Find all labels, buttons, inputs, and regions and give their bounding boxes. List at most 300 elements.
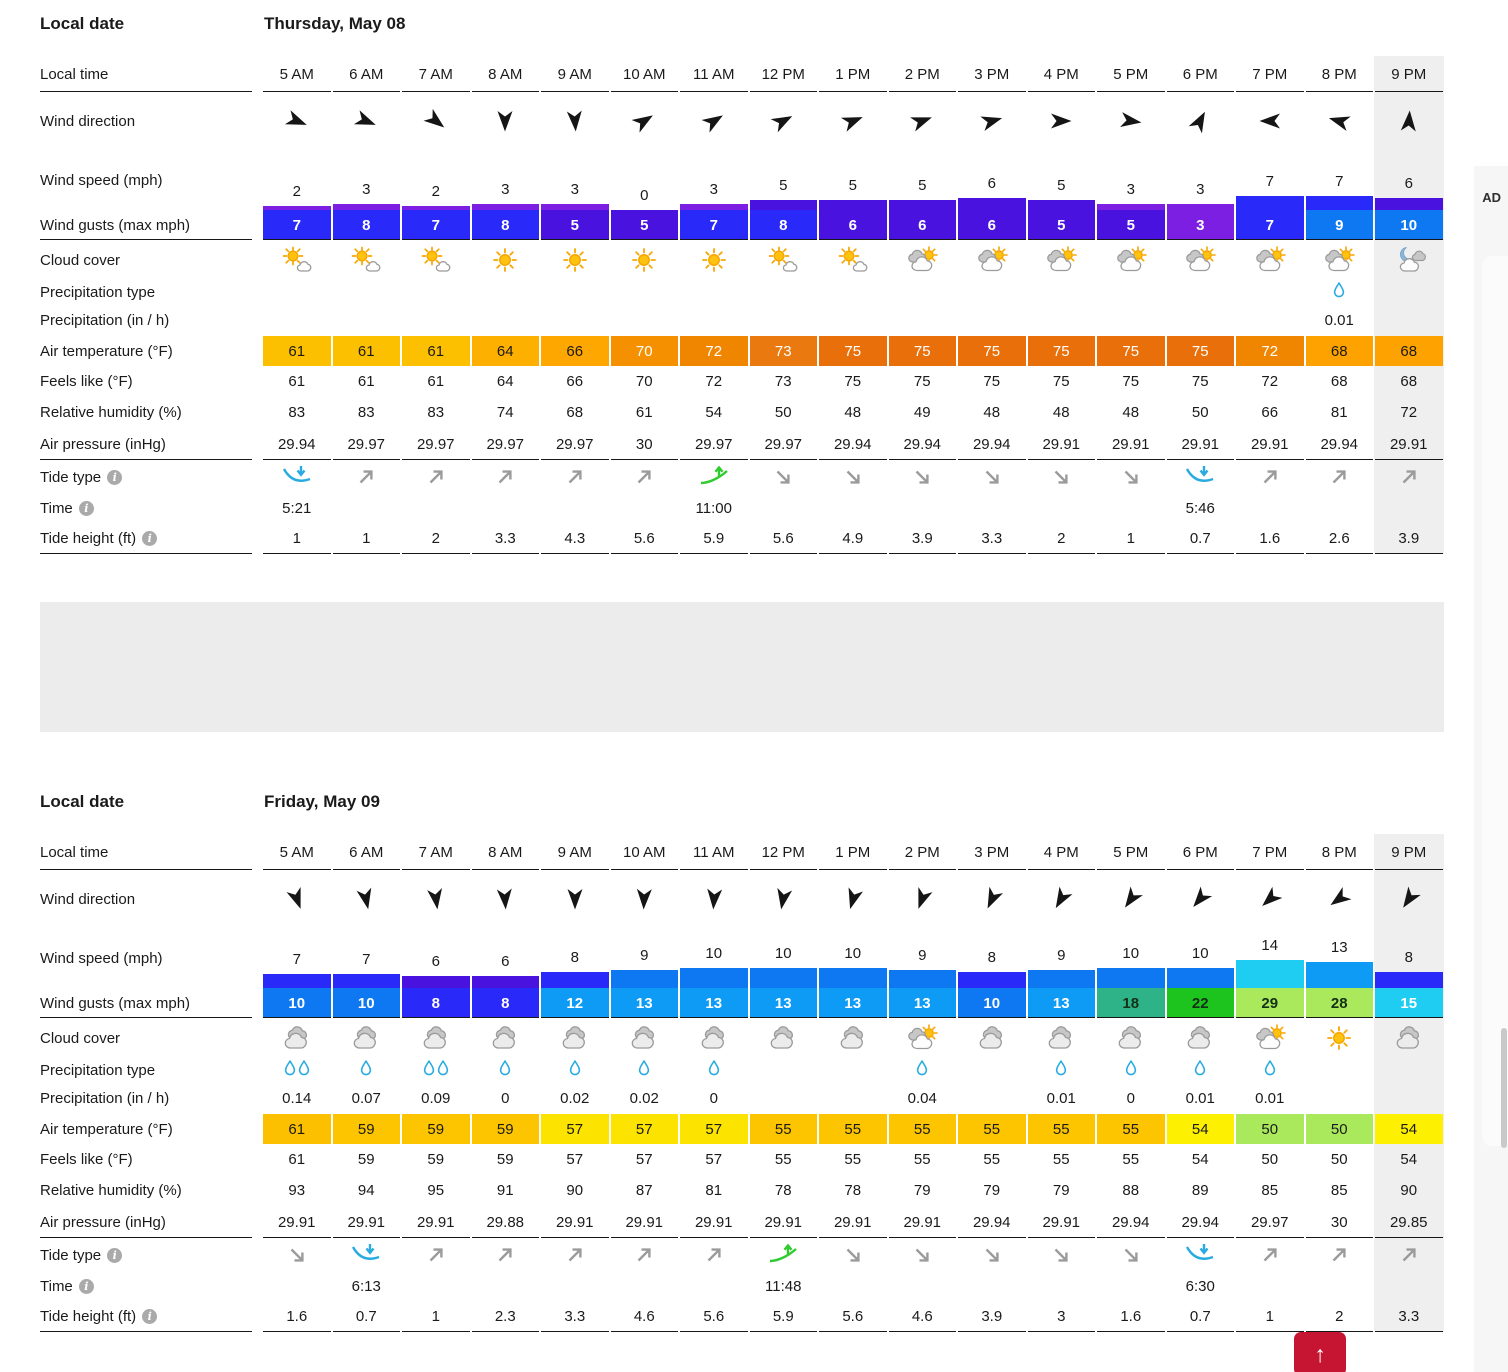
row-label-tide_time: [40, 1272, 262, 1300]
cell: [262, 494, 332, 522]
wind-direction-arrow: [1324, 106, 1354, 136]
wind-gust-value: 10: [983, 994, 1001, 1012]
wind-gust-cell: [1167, 210, 1235, 240]
wind-speed-bar: [958, 198, 1026, 210]
cell: [818, 1144, 888, 1174]
cell: [332, 1272, 402, 1300]
cell: [540, 428, 610, 460]
row-label-text: Relative humidity (%): [40, 403, 182, 421]
cell: [888, 988, 958, 1018]
info-icon[interactable]: i: [107, 1248, 122, 1263]
row-label-local_date: [40, 792, 262, 812]
cell: [262, 460, 332, 494]
cell: [332, 870, 402, 928]
wind-direction-arrow: [562, 108, 588, 134]
air-temp-value: 72: [705, 342, 723, 360]
cell: [818, 92, 888, 150]
feels-like-value: 75: [913, 372, 931, 390]
cell: [540, 1238, 610, 1272]
wind-speed-bar: [1306, 196, 1374, 210]
wind-speed-value: 5: [918, 177, 927, 194]
cell: [957, 280, 1027, 304]
wind-speed-bar: [611, 970, 679, 988]
humidity-value: 54: [705, 403, 723, 421]
cell: [1374, 1206, 1444, 1238]
scroll-to-top-button[interactable]: [1294, 1332, 1346, 1372]
row-label-feels_like: [40, 1144, 262, 1174]
cell: [888, 210, 958, 240]
cell: [610, 1174, 680, 1206]
row-label-pressure: [40, 1206, 262, 1238]
cell: [957, 428, 1027, 460]
cell: [540, 336, 610, 366]
raindrop-icons: [1194, 1060, 1206, 1080]
pressure-value: 29.88: [486, 1213, 525, 1231]
cell: [262, 240, 332, 280]
tide-height-value: 4.3: [564, 529, 586, 547]
info-icon[interactable]: i: [142, 531, 157, 546]
wind-gust-value: 3: [1196, 216, 1205, 234]
cell: [332, 56, 402, 92]
cell: [540, 304, 610, 336]
cell: [1235, 1206, 1305, 1238]
row-label-text: Cloud cover: [40, 251, 121, 269]
cell: [332, 1206, 402, 1238]
cell: [1235, 1114, 1305, 1144]
cell: [610, 1206, 680, 1238]
air-temp-value: 75: [1052, 342, 1070, 360]
cell: [749, 280, 819, 304]
wind-direction-arrow: [1049, 109, 1073, 133]
cell: [401, 870, 471, 928]
humidity-value: 79: [1052, 1181, 1070, 1199]
wind-speed-bar: [1375, 198, 1443, 210]
tide-height-value: 1.6: [1120, 1307, 1142, 1325]
humidity-value: 87: [635, 1181, 653, 1199]
wind-speed-bar: [1028, 970, 1096, 988]
cell: [749, 834, 819, 870]
ad-placeholder: [40, 602, 1444, 732]
cell: [540, 396, 610, 428]
cell: [1305, 834, 1375, 870]
air-temp-cell: [1028, 1114, 1096, 1144]
row-tide_type: [40, 1238, 1444, 1272]
cell: [262, 1018, 332, 1058]
cell: [957, 1058, 1027, 1082]
cell: [540, 1144, 610, 1174]
wind-gust-value: 5: [1126, 216, 1135, 234]
wind-direction-arrow: [1253, 882, 1287, 916]
cell: [679, 834, 749, 870]
cell: [749, 928, 819, 988]
scrollbar-thumb[interactable]: [1501, 1028, 1507, 1148]
row-label-precip: [40, 1082, 262, 1114]
cell: [679, 1238, 749, 1272]
wind-direction-arrow: [351, 105, 382, 136]
cell: [1027, 280, 1097, 304]
cell: [1027, 210, 1097, 240]
cell: [332, 988, 402, 1018]
cell: [818, 280, 888, 304]
air-temp-cell: [680, 336, 748, 366]
row-label-humidity: [40, 1174, 262, 1206]
cell: [1027, 1144, 1097, 1174]
cell: [818, 1300, 888, 1332]
cell: [957, 1018, 1027, 1058]
feels-like-value: 61: [288, 1150, 306, 1168]
humidity-value: 50: [1191, 403, 1209, 421]
feels-like-value: 55: [1052, 1150, 1070, 1168]
feels-like-value: 55: [774, 1150, 792, 1168]
cell: [610, 460, 680, 494]
wind-speed-bar: [1028, 200, 1096, 210]
humidity-value: 83: [288, 403, 306, 421]
air-temp-cell: [958, 1114, 1026, 1144]
cell: [1027, 304, 1097, 336]
tide-height-value: 3.3: [564, 1307, 586, 1325]
cell: [610, 1058, 680, 1082]
cell: [1096, 460, 1166, 494]
wind-speed-value: 3: [1126, 181, 1135, 198]
cell: [262, 988, 332, 1018]
row-precip: [40, 1082, 1444, 1114]
cell: [749, 870, 819, 928]
cell: [1096, 210, 1166, 240]
cell: [1166, 240, 1236, 280]
time-label: 6 PM: [1182, 65, 1218, 83]
tide-height-value: 1: [292, 529, 301, 547]
cell: [401, 928, 471, 988]
forecast-tables: [40, 10, 1444, 1332]
precip-value: 0.04: [907, 1089, 937, 1107]
tide-rise-icon: [1258, 465, 1282, 489]
cell: [1096, 336, 1166, 366]
row-precip: [40, 304, 1444, 336]
cell: [957, 92, 1027, 150]
cell: [818, 1114, 888, 1144]
cell: [1096, 396, 1166, 428]
cell: [888, 928, 958, 988]
cell: [1374, 494, 1444, 522]
time-label: 9 PM: [1391, 65, 1427, 83]
wind-speed-bar: [819, 200, 887, 210]
tide-fall-icon: [771, 465, 795, 489]
pressure-value: 29.91: [1111, 435, 1150, 453]
cell: [332, 304, 402, 336]
tide-high-icon: [699, 465, 729, 489]
humidity-value: 79: [983, 1181, 1001, 1199]
wind-speed-value: 13: [1330, 939, 1348, 956]
wind-direction-arrow: [1392, 882, 1425, 915]
cell: [749, 1238, 819, 1272]
cell: [1096, 1058, 1166, 1082]
cell: [262, 304, 332, 336]
cell: [1166, 1300, 1236, 1332]
sun-icon: [490, 246, 520, 274]
cell: [749, 396, 819, 428]
row-precip_type: [40, 1058, 1444, 1082]
cell: [957, 304, 1027, 336]
cell: [1027, 870, 1097, 928]
cell: [1374, 834, 1444, 870]
cell: [1096, 240, 1166, 280]
row-humidity: [40, 1174, 1444, 1206]
humidity-value: 89: [1191, 1181, 1209, 1199]
cell: [1235, 460, 1305, 494]
cell: [401, 92, 471, 150]
sun-cloud-icon: [419, 246, 453, 274]
cell: [1235, 336, 1305, 366]
raindrop-icons: [638, 1060, 650, 1080]
air-temp-value: 55: [1122, 1120, 1140, 1138]
cell: [1305, 870, 1375, 928]
row-label-tide_time: [40, 494, 262, 522]
row-label-tide_height: [40, 522, 262, 554]
row-label-text: Tide height (ft): [40, 1307, 137, 1325]
cell: [332, 92, 402, 150]
tide-rise-icon: [563, 1243, 587, 1267]
cell: [471, 56, 541, 92]
cell: [749, 1300, 819, 1332]
wind-gust-cell: [1167, 988, 1235, 1018]
row-wind_speed: [40, 150, 1444, 210]
time-label: 1 PM: [835, 843, 871, 861]
wind-speed-value: 10: [774, 945, 792, 962]
cell: [1166, 1082, 1236, 1114]
cell: [1027, 92, 1097, 150]
sun-icon: [560, 246, 590, 274]
cell: [1374, 304, 1444, 336]
cell: [888, 494, 958, 522]
cell: [1166, 280, 1236, 304]
wind-gust-cell: [1375, 988, 1443, 1018]
info-icon[interactable]: i: [79, 1279, 94, 1294]
cell: [471, 1174, 541, 1206]
tide-height-value: 3: [1057, 1307, 1066, 1325]
pressure-value: 29.94: [833, 435, 872, 453]
cell: [749, 1114, 819, 1144]
row-label-text: Time: [40, 1277, 73, 1295]
humidity-value: 74: [496, 403, 514, 421]
info-icon[interactable]: i: [107, 470, 122, 485]
precip-value: 0.02: [629, 1089, 659, 1107]
cell: [888, 396, 958, 428]
wind-speed-value: 6: [431, 953, 440, 970]
humidity-value: 90: [1400, 1181, 1418, 1199]
row-local_date: [40, 10, 1444, 56]
info-icon[interactable]: i: [142, 1309, 157, 1324]
wind-speed-value: 10: [1122, 945, 1140, 962]
wind-direction-arrow: [352, 885, 380, 913]
humidity-value: 48: [844, 403, 862, 421]
row-label-text: Precipitation type: [40, 283, 156, 301]
cell: [749, 522, 819, 554]
pressure-value: 29.94: [972, 1213, 1011, 1231]
cell: [401, 304, 471, 336]
cell: [332, 928, 402, 988]
cell: [749, 56, 819, 92]
cell: [1305, 988, 1375, 1018]
pressure-value: 29.91: [1042, 1213, 1081, 1231]
raindrop-icons: [1264, 1060, 1276, 1080]
cell: [1166, 494, 1236, 522]
tide-height-value: 1: [1265, 1307, 1274, 1325]
cell: [1305, 336, 1375, 366]
cell: [749, 1082, 819, 1114]
sun-cloud-icon: [836, 246, 870, 274]
humidity-value: 78: [774, 1181, 792, 1199]
pressure-value: 29.91: [416, 1213, 455, 1231]
cell: [679, 1144, 749, 1174]
cell: [749, 1144, 819, 1174]
feels-like-value: 57: [705, 1150, 723, 1168]
air-temp-value: 70: [635, 342, 653, 360]
cell: [818, 522, 888, 554]
cell: [332, 522, 402, 554]
row-label-text: Air pressure (inHg): [40, 1213, 166, 1231]
cell: [1096, 92, 1166, 150]
cell: [888, 1018, 958, 1058]
cell: [679, 988, 749, 1018]
time-label: 6 AM: [349, 65, 384, 83]
cell: [1374, 240, 1444, 280]
cell: [818, 460, 888, 494]
wind-speed-bar: [750, 200, 818, 210]
row-label-text: Local date: [40, 14, 125, 33]
cell: [749, 1058, 819, 1082]
row-label-text: Air temperature (°F): [40, 342, 173, 360]
tide-height-value: 1.6: [286, 1307, 308, 1325]
raindrop-icons: [1125, 1060, 1137, 1080]
air-temp-value: 75: [1122, 342, 1140, 360]
tide-height-value: 3.3: [494, 529, 516, 547]
cell: [1096, 928, 1166, 988]
row-label-humidity: [40, 396, 262, 428]
cell: [888, 870, 958, 928]
time-label: 6 AM: [349, 843, 384, 861]
tide-height-value: 3.3: [1398, 1307, 1420, 1325]
air-temp-cell: [1028, 336, 1096, 366]
cell: [471, 336, 541, 366]
cell: [818, 1272, 888, 1300]
cell: [401, 522, 471, 554]
sun-cloud-icon: [349, 246, 383, 274]
cell: [818, 928, 888, 988]
cell: [262, 428, 332, 460]
wind-speed-bar: [1236, 960, 1304, 988]
wind-speed-value: 6: [1404, 175, 1413, 192]
cell: [749, 210, 819, 240]
air-temp-value: 55: [844, 1120, 862, 1138]
row-label-text: Local time: [40, 843, 109, 861]
raindrop-icons: [284, 1060, 310, 1080]
air-temp-value: 75: [983, 342, 1001, 360]
cell: [888, 1272, 958, 1300]
raindrop-icons: [708, 1060, 720, 1080]
tide-height-value: 0.7: [1189, 529, 1211, 547]
info-icon[interactable]: i: [79, 501, 94, 516]
wind-speed-value: 8: [987, 949, 996, 966]
cell: [957, 1272, 1027, 1300]
row-wind_direction: [40, 870, 1444, 928]
cell: [332, 1114, 402, 1144]
cell: [818, 428, 888, 460]
cell: [1305, 460, 1375, 494]
wind-gust-cell: [611, 210, 679, 240]
wind-direction-arrow: [563, 887, 587, 911]
precip-value: 0.01: [1185, 1089, 1215, 1107]
wind-speed-value: 2: [292, 183, 301, 200]
cell: [888, 460, 958, 494]
raindrop-icons: [1055, 1060, 1067, 1080]
cell: [262, 92, 332, 150]
raindrop-icon: [1333, 282, 1345, 302]
raindrop-icon: [638, 1060, 650, 1080]
wind-gust-cell: [333, 210, 401, 240]
cell: [888, 92, 958, 150]
cell: [1374, 928, 1444, 988]
cell: [471, 494, 541, 522]
cell: [1305, 396, 1375, 428]
air-temp-value: 61: [427, 342, 445, 360]
time-label: 9 AM: [557, 843, 592, 861]
feels-like-value: 59: [496, 1150, 514, 1168]
cloud-icon: [489, 1025, 521, 1051]
row-label-text: Tide type: [40, 1246, 102, 1264]
forecast-table-friday: [40, 788, 1444, 1332]
cloud-sun-icon: [905, 1024, 939, 1052]
cell: [471, 304, 541, 336]
pressure-value: 29.91: [903, 1213, 942, 1231]
cell: [1027, 240, 1097, 280]
cell: [1166, 1206, 1236, 1238]
cloud-icon: [1184, 1025, 1216, 1051]
feels-like-value: 64: [496, 372, 514, 390]
row-label-text: Wind speed (mph): [40, 949, 163, 967]
pressure-value: 30: [1330, 1213, 1348, 1231]
cell: [471, 1114, 541, 1144]
row-label-text: Relative humidity (%): [40, 1181, 182, 1199]
humidity-value: 81: [705, 1181, 723, 1199]
cell: [1096, 870, 1166, 928]
precip-value: 0.14: [282, 1089, 312, 1107]
cell: [262, 834, 332, 870]
cell: [679, 150, 749, 210]
cell: [679, 336, 749, 366]
cloud-icon: [837, 1025, 869, 1051]
precip-value: 0.09: [421, 1089, 451, 1107]
cell: [1374, 92, 1444, 150]
row-label-cloud_cover: [40, 240, 262, 280]
wind-direction-arrow: [1183, 882, 1217, 916]
wind-gust-cell: [1028, 988, 1096, 1018]
pressure-value: 29.94: [1181, 1213, 1220, 1231]
cell: [1305, 304, 1375, 336]
tide-height-value: 4.6: [911, 1307, 933, 1325]
pressure-value: 29.94: [1111, 1213, 1150, 1231]
cell: [1374, 988, 1444, 1018]
wind-speed-value: 8: [1404, 949, 1413, 966]
tide-fall-icon: [910, 465, 934, 489]
feels-like-value: 75: [1191, 372, 1209, 390]
time-label: 8 AM: [488, 843, 523, 861]
cell: [1305, 522, 1375, 554]
cell: [1166, 396, 1236, 428]
air-temp-cell: [472, 336, 540, 366]
humidity-value: 93: [288, 1181, 306, 1199]
air-temp-cell: [333, 1114, 401, 1144]
cell: [610, 1238, 680, 1272]
